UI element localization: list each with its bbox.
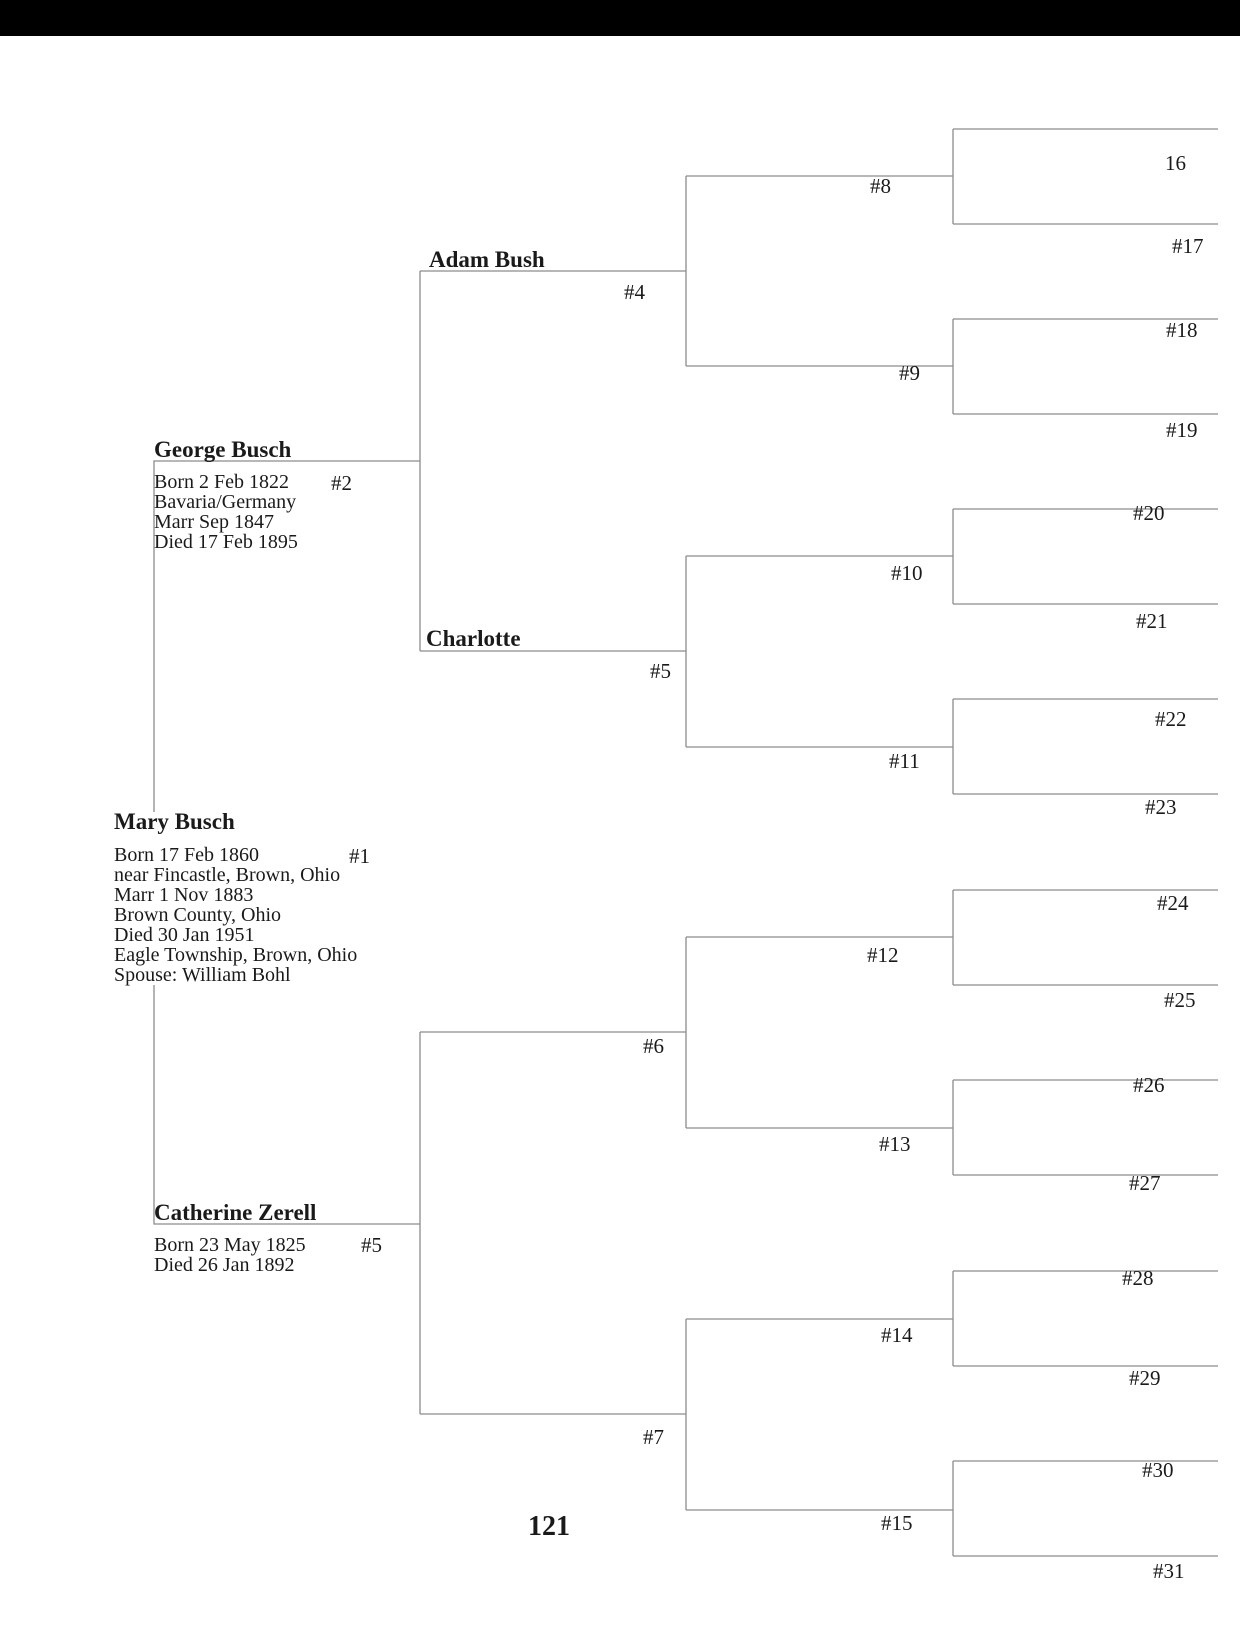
chart-number-23: #23 [1145, 795, 1177, 819]
chart-number-6: #6 [643, 1034, 664, 1058]
connector-p7-parents [686, 1319, 953, 1510]
person-2-marriage: Marr Sep 1847 [154, 511, 274, 533]
page-number: 121 [528, 1511, 570, 1542]
person-1-death: Died 30 Jan 1951 [114, 924, 255, 946]
chart-number-24: #24 [1157, 891, 1189, 915]
person-2-death: Died 17 Feb 1895 [154, 531, 298, 553]
chart-number-20: #20 [1133, 501, 1165, 525]
connector-p4-parents [686, 176, 953, 366]
connector-p13-parents [953, 1080, 1218, 1175]
chart-number-28: #28 [1122, 1266, 1154, 1290]
chart-number-22: #22 [1155, 707, 1187, 731]
chart-number-11: #11 [889, 749, 920, 773]
chart-number-3: #5 [361, 1233, 382, 1257]
connector-p15-parents [953, 1458, 1218, 1556]
person-2-name: George Busch [154, 437, 292, 462]
person-1-marriage: Marr 1 Nov 1883 [114, 884, 254, 906]
person-3-name: Catherine Zerell [154, 1200, 317, 1225]
chart-number-8: #8 [870, 174, 891, 198]
chart-number-2: #2 [331, 471, 352, 495]
chart-number-1: #1 [349, 844, 370, 868]
chart-number-5: #5 [650, 659, 671, 683]
chart-number-12: #12 [867, 943, 899, 967]
chart-number-17: #17 [1172, 234, 1204, 258]
chart-number-16: 16 [1165, 151, 1186, 175]
person-2-birth-place: Bavaria/Germany [154, 491, 297, 513]
chart-number-15: #15 [881, 1511, 913, 1535]
person-1-spouse: Spouse: William Bohl [114, 964, 291, 986]
chart-number-29: #29 [1129, 1366, 1161, 1390]
connector-p3-parents [420, 1032, 686, 1414]
person-5-name: Charlotte [426, 626, 521, 651]
connector-p2-parents [420, 271, 686, 651]
connector-p1-p3 [154, 985, 420, 1224]
chart-number-14: #14 [881, 1323, 913, 1347]
person-1-marriage-place: Brown County, Ohio [114, 904, 282, 926]
chart-number-31: #31 [1153, 1559, 1185, 1583]
person-3-details [154, 1235, 306, 1275]
chart-number-19: #19 [1166, 418, 1198, 442]
chart-number-10: #10 [891, 561, 923, 585]
chart-number-21: #21 [1136, 609, 1168, 633]
chart-number-4: #4 [624, 280, 645, 304]
chart-number-30: #30 [1142, 1458, 1174, 1482]
person-3-death: Died 26 Jan 1892 [154, 1254, 295, 1276]
connector-p6-parents [686, 937, 953, 1128]
person-1-name: Mary Busch [114, 809, 235, 834]
chart-number-26: #26 [1133, 1073, 1165, 1097]
chart-number-13: #13 [879, 1132, 911, 1156]
chart-number-18: #18 [1166, 318, 1198, 342]
person-3-birth: Born 23 May 1825 [154, 1234, 306, 1256]
chart-number-27: #27 [1129, 1171, 1161, 1195]
person-2-birth: Born 2 Feb 1822 [154, 471, 289, 493]
person-1-details [114, 845, 357, 985]
person-1-death-place: Eagle Township, Brown, Ohio [114, 944, 358, 966]
chart-number-9: #9 [899, 361, 920, 385]
person-4-name: Adam Bush [429, 247, 545, 272]
chart-number-7: #7 [643, 1425, 664, 1449]
person-1-birth-place: near Fincastle, Brown, Ohio [114, 864, 341, 886]
connector-p8-parents [953, 129, 1218, 224]
connector-p14-parents [953, 1271, 1218, 1366]
connector-p10-parents [953, 509, 1218, 604]
person-1-birth: Born 17 Feb 1860 [114, 844, 259, 866]
chart-number-25: #25 [1164, 988, 1196, 1012]
person-2-details [154, 472, 298, 552]
